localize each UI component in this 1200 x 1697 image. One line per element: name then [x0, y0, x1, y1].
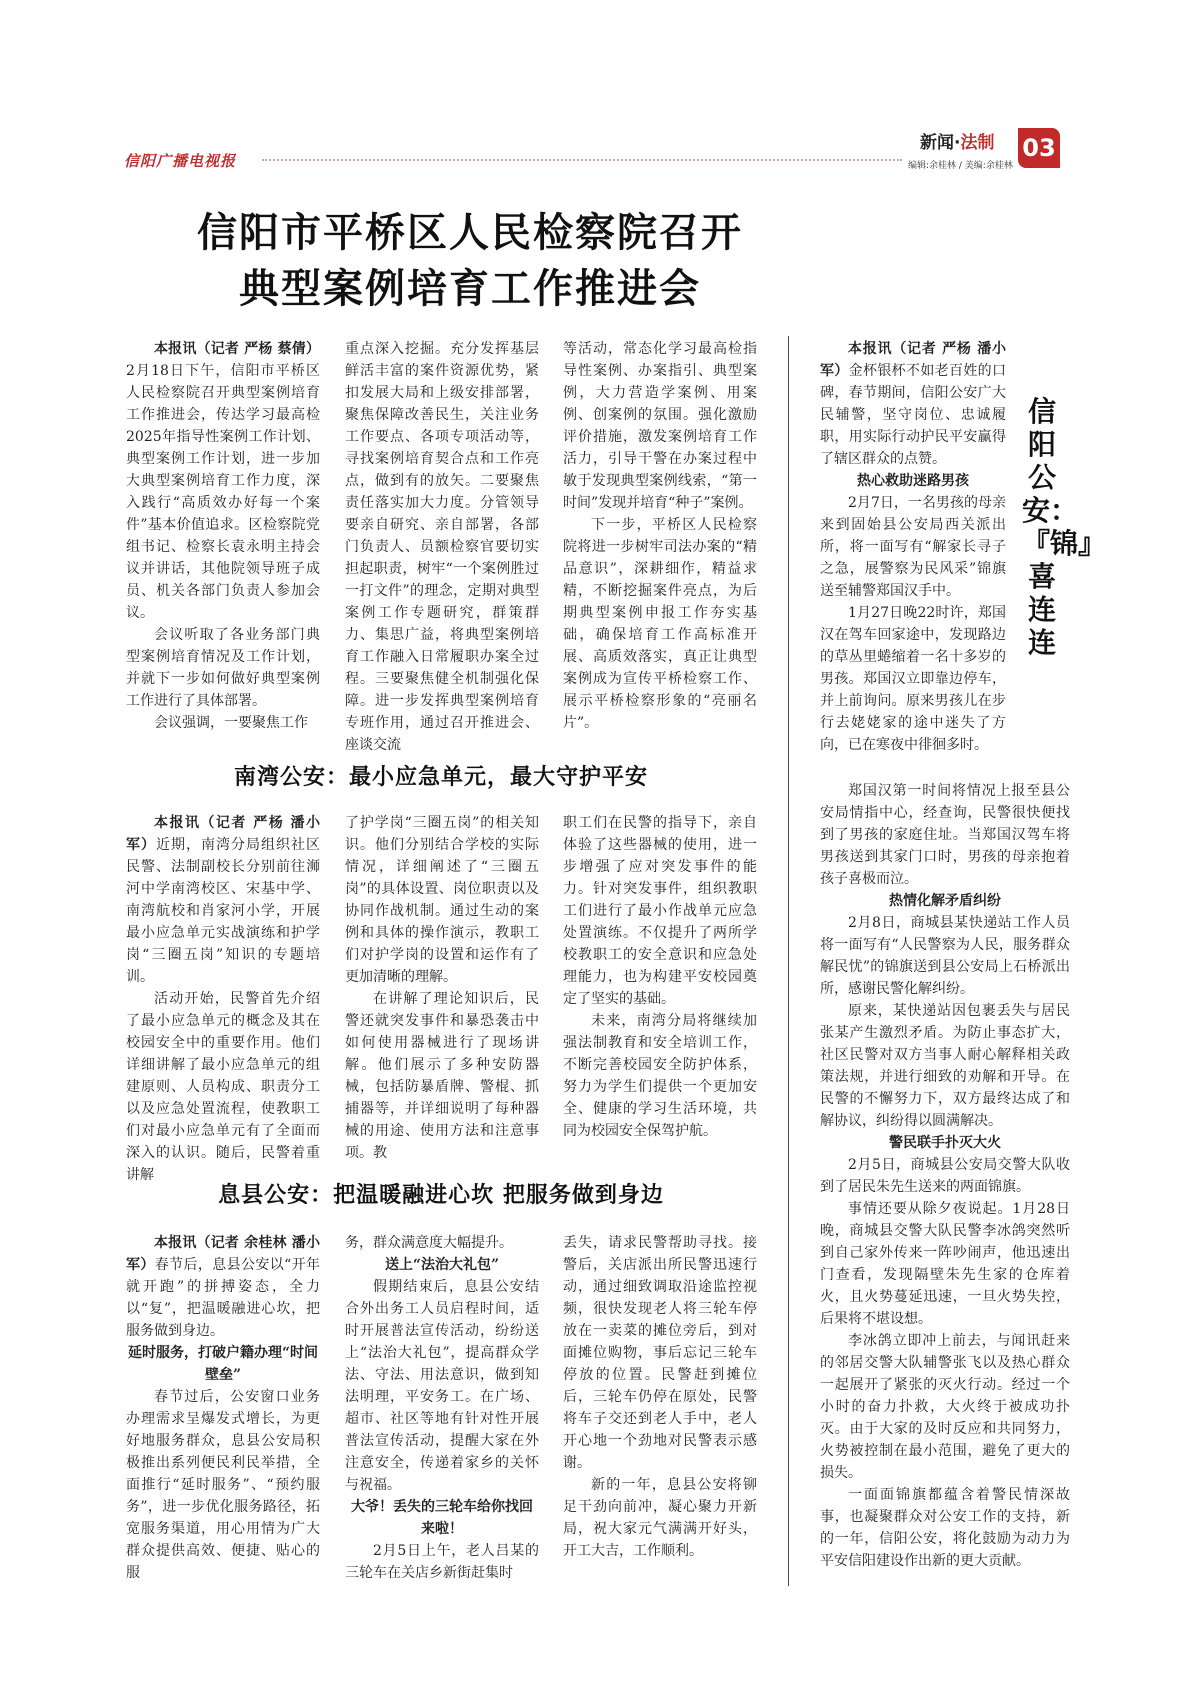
article2-col1-p2: 活动开始，民警首先介绍了最小应急单元的概念及其在校园安全中的重要作用。他们详细讲解了最小应急单元的组建原则、人员构成、职责分工以及应急处置流程，使教职工们对最小应急单元有了全面而深入的认识。随后，民警着重讲解: [126, 991, 320, 1183]
sidebar-p5: 原来，某快递站因包裹丢失与居民张某产生激烈矛盾。为防止事态扩大，社区民警对双方当事人耐心解释相关政策法规，并进行细致的劝解和开导。在民警的不懈努力下，双方最终达成了和解协议，纠纷得以圆满解决。: [820, 1003, 1070, 1129]
article1-col1: [126, 338, 320, 734]
article2-col1: [126, 812, 320, 1186]
sidebar-p2: 1月27日晚22时许，郑国汉在驾车回家途中，发现路边的草丛里蜷缩着一名十多岁的男孩。郑国汉立即靠边停车，并上前询问。原来男孩儿在步行去姥姥家的途中迷失了方向，已在寒夜中徘徊多时。: [820, 605, 1006, 753]
article3-col1: [126, 1232, 320, 1584]
sidebar-subhead2: 热情化解矛盾纠纷: [889, 893, 1001, 909]
paper-name: 信阳广播电视报: [124, 152, 237, 170]
sidebar-bottom-column: [820, 780, 1070, 1572]
article3-col2-p1: 务，群众满意度大幅提升。: [345, 1235, 513, 1251]
article3-col3-p1: 丢失，请求民警帮助寻找。接警后，关店派出所民警迅速行动，通过细致调取沿途监控视频，很快发现老人将三轮车停放在一卖菜的摊位旁后，到对面摊位购物，事后忘记三轮车停放的位置。民警赶到摊位后，三轮车仍停在原处，民警将车子交还到老人手中，老人开心地一个劲地对民警表示感谢。: [563, 1235, 757, 1471]
article1-col3: [563, 338, 757, 734]
sidebar-subhead3: 警民联手扑灭大火: [889, 1135, 1001, 1151]
section-name: 法制: [960, 133, 995, 153]
section-title: [920, 128, 994, 153]
article3-byline: 本报讯（记者 余桂林 潘小军）: [126, 1235, 320, 1273]
sidebar-p6: 2月5日，商城县公安局交警大队收到了居民朱先生送来的两面锦旗。: [820, 1157, 1070, 1195]
article1-col1-p3: 会议强调，一要聚焦工作: [154, 715, 308, 731]
article3-headline: 息县公安：把温暖融进心坎 把服务做到身边: [218, 1182, 664, 1208]
article2-col2-p2: 在讲解了理论知识后，民警还就突发事件和暴恐袭击中如何使用器械进行了现场讲解。他们展示了多种安防器械，包括防暴盾牌、警棍、抓捕器等，并详细说明了每种器械的用途、使用方法和注意事项。教: [345, 991, 539, 1161]
article1-col2-p1: 重点深入挖掘。充分发挥基层鲜活丰富的案件资源优势，紧扣发展大局和上级安排部署，聚焦保障改善民生，关注业务工作要点、各项专项活动等，寻找案例培育契合点和工作亮点，做到有的放矢。二要聚焦责任落实加大力度。分管领导要亲自研究、亲自部署，各部门负责人、员额检察官要切实担起职责，树牢“一个案例胜过一打文件”的理念，定期对典型案例工作专题研究，群策群力、集思广益，将典型案例培育工作融入日常履职办案全过程。三要聚焦健全机制强化保障。进一步发挥典型案例培育专班作用，通过召开推进会、座谈交流: [345, 341, 539, 753]
article2-col2-p1: 了护学岗“三圈五岗”的相关知识。他们分别结合学校的实际情况，详细阐述了“三圈五岗”的具体设置、岗位职责以及协同作战机制。通过生动的案例和具体的操作演示，教职工们对护学岗的设置和运作有了更加清晰的理解。: [345, 815, 539, 985]
sidebar-p4: 2月8日，商城县某快递站工作人员将一面写有“人民警察为人民，服务群众解民忧”的锦旗送到县公安局上石桥派出所，感谢民警化解纠纷。: [820, 915, 1070, 997]
sidebar-p9: 一面面锦旗都蕴含着警民情深故事，也凝聚群众对公安工作的支持，新的一年，信阳公安，将化鼓励为动力为平安信阳建设作出新的更大贡献。: [820, 1487, 1070, 1569]
article3-col3: [563, 1232, 757, 1562]
article3-col1-p1: 春节后，息县公安以“开年就开跑”的拼搏姿态，全力以“复”，把温暖融进心坎，把服务做到身边。: [126, 1257, 320, 1339]
article1-headline-line1: 信阳市平桥区人民检察院召开: [197, 209, 743, 256]
article2-headline: 南湾公安：最小应急单元，最大守护平安: [233, 764, 648, 790]
article3-col2-p2: 假期结束后，息县公安结合外出务工人员启程时间，适时开展普法宣传活动，纷纷送上“法治大礼包”，提高群众学法、守法、用法意识，做到知法明理，平安务工。在广场、超市、社区等地有针对性开展普法宣传活动，提醒大家在外注意安全，传递着家乡的关怀与祝福。: [345, 1279, 539, 1493]
sidebar-top-column: [820, 338, 1006, 756]
article1-headline-line2: 典型案例培育工作推进会: [239, 265, 701, 312]
sidebar-intro: 金杯银杯不如老百姓的口碑，春节期间，信阳公安广大民辅警，坚守岗位、忠诚履职，用实际行动护民平安赢得了辖区群众的点赞。: [820, 363, 1007, 467]
article3-subhead2: 送上“法治大礼包”: [384, 1257, 500, 1273]
article1-byline: 本报讯（记者 严杨 蔡倩）: [154, 341, 320, 357]
article2-col3: [563, 812, 757, 1142]
article1-col2: [345, 338, 539, 756]
article2-col3-p1: 职工们在民警的指导下，亲自体验了这些器械的使用，进一步增强了应对突发事件的能力。针对突发事件，组织教职工们进行了最小作战单元应急处置演练。不仅提升了两所学校教职工的安全意识和应急处理能力，也为构建平安校园奠定了坚实的基础。: [563, 815, 757, 1007]
sidebar-subhead1: 热心救助迷路男孩: [857, 473, 969, 489]
sidebar-p8: 李冰鸽立即冲上前去，与闻讯赶来的邻居交警大队辅警张飞以及热心群众一起展开了紧张的灭火行动。经过一个小时的奋力扑救，大火终于被成功扑灭。由于大家的及时反应和共同努力，火势被控制在最小范围，避免了更大的损失。: [820, 1333, 1070, 1481]
page-number-badge: 03: [1018, 128, 1060, 168]
article3-col2-p3: 2月5日上午，老人吕某的三轮车在关店乡新街赶集时: [345, 1543, 539, 1581]
article2-col1-p1: 近期，南湾分局组织社区民警、法制副校长分别前往浉河中学南湾校区、宋基中学、南湾航校和肖家河小学，开展最小应急单元实战演练和护学岗“三圈五岗”知识的专题培训。: [126, 837, 320, 985]
section-prefix: 新闻·: [920, 133, 961, 153]
article1-col1-p1: 2月18日下午，信阳市平桥区人民检察院召开典型案例培育工作推进会，传达学习最高检2025年指导性案例工作计划、典型案例工作计划，进一步加大典型案例培育工作力度，深入践行“高质效办好每一个案件”基本价值追求。区检察院党组书记、检察长袁永明主持会议并讲话，其他院领导班子成员、机关各部门负责人参加会议。: [126, 363, 320, 621]
editor-credit: 编辑:余桂林 / 美编:余桂林: [908, 161, 1013, 171]
article1-col3-p2: 下一步，平桥区人民检察院将进一步树牢司法办案的“精品意识”，深耕细作，精益求精，不断挖掘案件亮点，为后期典型案例申报工作夯实基础，确保培育工作高标准开展、高质效落实，真正让典型案例成为宣传平桥检察工作、展示平桥检察形象的“亮丽名片”。: [563, 517, 757, 731]
sidebar-vertical-title: 信阳公安：『锦』喜连连: [1022, 395, 1107, 659]
sidebar-p7: 事情还要从除夕夜说起。1月28日晚，商城县交警大队民警李冰鸽突然听到自己家外传来一阵吵闹声，他迅速出门查看，发现隔壁朱先生家的仓库着火，且火势蔓延迅速，一旦火势失控，后果将不堪设想。: [820, 1201, 1070, 1327]
article3-col3-p2: 新的一年，息县公安将铆足干劲向前冲，凝心聚力开新局，祝大家元气满满开好头，开工大吉，工作顺利。: [563, 1477, 757, 1559]
article3-col1-p2: 春节过后，公安窗口业务办理需求呈爆发式增长，为更好地服务群众，息县公安局积极推出系列便民利民举措，全面推行“延时服务”、“预约服务”，进一步优化服务路径，拓宽服务渠道，用心用情为广大群众提供高效、便捷、贴心的服: [126, 1389, 320, 1581]
article3-subhead3: 大爷！丢失的三轮车给你找回来啦！: [351, 1499, 533, 1537]
sidebar-p1: 2月7日，一名男孩的母亲来到固始县公安局西关派出所，将一面写有“解家长寻子之急，展警察为民风采”锦旗送至辅警郑国汉手中。: [820, 495, 1006, 599]
sidebar-p3: 郑国汉第一时间将情况上报至县公安局情指中心，经查询，民警很快便找到了男孩的家庭住址。当郑国汉驾车将男孩送到其家门口时，男孩的母亲抱着孩子喜极而泣。: [820, 783, 1070, 887]
sidebar-divider: [788, 336, 789, 1586]
article2-byline: 本报讯（记者 严杨 潘小军）: [126, 815, 320, 853]
article3-col2: [345, 1232, 539, 1584]
article2-col2: [345, 812, 539, 1164]
article1-headline: [150, 205, 790, 317]
header-divider: [262, 159, 902, 161]
article1-col3-p1: 等活动，常态化学习最高检指导性案例、办案指引、典型案例，大力营造学案例、用案例、创案例的氛围。强化激励评价措施，激发案例培育工作活力，引导干警在办案过程中敏于发现典型案例线索，“第一时间”发现并培育“种子”案例。: [563, 341, 757, 511]
article2-col3-p2: 未来，南湾分局将继续加强法制教育和安全培训工作，不断完善校园安全防护体系，努力为学生们提供一个更加安全、健康的学习生活环境，共同为校园安全保驾护航。: [563, 1013, 757, 1139]
article3-subhead1: 延时服务，打破户籍办理“时间壁垒”: [127, 1345, 319, 1383]
article1-col1-p2: 会议听取了各业务部门典型案例培育情况及工作计划，并就下一步如何做好典型案例工作进行了具体部署。: [126, 627, 320, 709]
sidebar-byline: 本报讯（记者 严杨 潘小军）: [820, 341, 1006, 379]
